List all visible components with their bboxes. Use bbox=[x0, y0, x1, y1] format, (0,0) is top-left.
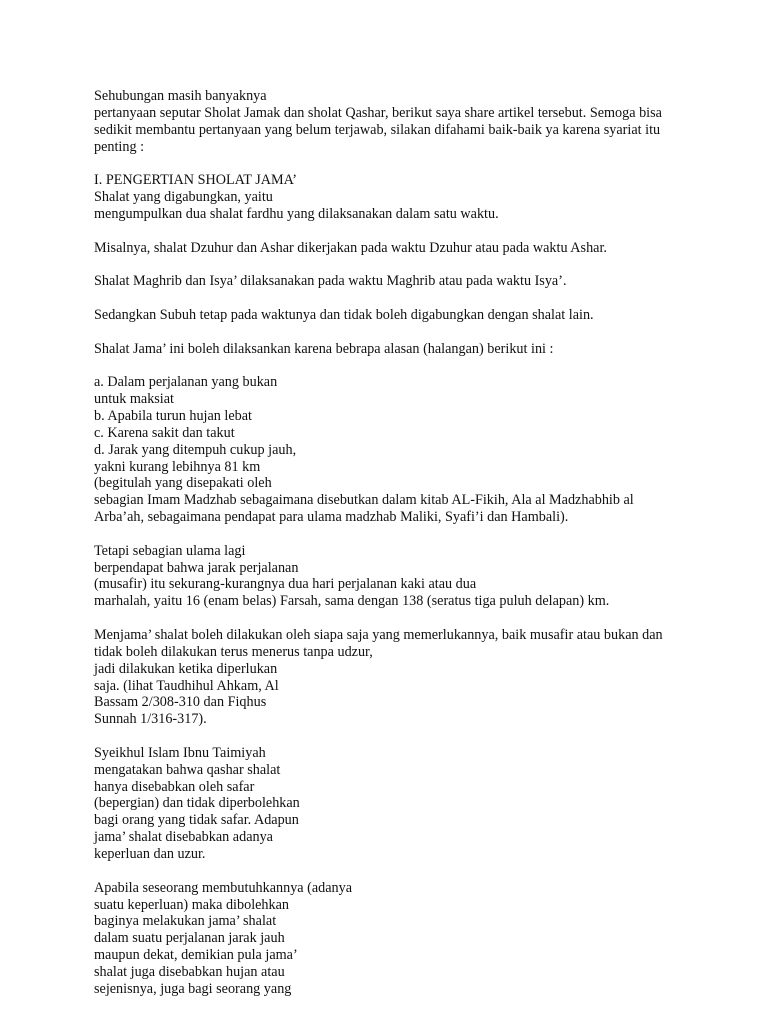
paragraph bbox=[94, 627, 734, 728]
paragraph-spacer bbox=[94, 256, 734, 273]
text-line: dalam suatu perjalanan jarak jauh bbox=[94, 930, 285, 947]
text-line: (bepergian) dan tidak diperbolehkan bbox=[94, 795, 300, 812]
text-line: sedikit membantu pertanyaan yang belum terjawab, silakan difahami baik-baik ya karena syariat itu bbox=[94, 121, 661, 138]
text-line: Shalat Jama’ ini boleh dilaksankan karena bebrapa alasan (halangan) berikut ini : bbox=[94, 340, 554, 357]
text-line: sebagian Imam Madzhab sebagaimana disebutkan dalam kitab AL-Fikih, Ala al Madzhabhib al bbox=[94, 492, 634, 509]
text-line: a. Dalam perjalanan yang bukan bbox=[94, 374, 278, 391]
text-line: Shalat Maghrib dan Isya’ dilaksanakan pada waktu Maghrib atau pada waktu Isya’. bbox=[94, 273, 567, 290]
paragraph-spacer bbox=[94, 863, 734, 880]
paragraph-spacer bbox=[94, 358, 734, 375]
text-line: b. Apabila turun hujan lebat bbox=[94, 408, 252, 425]
document-body bbox=[94, 88, 734, 998]
text-line: Shalat yang digabungkan, yaitu bbox=[94, 189, 273, 206]
text-line: penting : bbox=[94, 138, 145, 155]
text-line: Misalnya, shalat Dzuhur dan Ashar dikerjakan pada waktu Dzuhur atau pada waktu Ashar. bbox=[94, 239, 607, 256]
text-line: hanya disebabkan oleh safar bbox=[94, 778, 255, 795]
paragraph bbox=[94, 341, 734, 358]
text-line: Sunnah 1/316-317). bbox=[94, 711, 207, 728]
text-line: Bassam 2/308-310 dan Fiqhus bbox=[94, 694, 267, 711]
text-line: marhalah, yaitu 16 (enam belas) Farsah, sama dengan 138 (seratus tiga puluh delapan) km. bbox=[94, 593, 610, 610]
paragraph bbox=[94, 273, 734, 290]
paragraph-spacer bbox=[94, 290, 734, 307]
text-line: Sehubungan masih banyaknya bbox=[94, 88, 267, 104]
paragraph-spacer bbox=[94, 155, 734, 172]
paragraph bbox=[94, 880, 734, 998]
text-line: shalat juga disebabkan hujan atau bbox=[94, 963, 285, 980]
text-line: saja. (lihat Taudhihul Ahkam, Al bbox=[94, 677, 279, 694]
text-line: suatu keperluan) maka dibolehkan bbox=[94, 896, 290, 913]
paragraph-spacer bbox=[94, 728, 734, 745]
paragraph bbox=[94, 88, 734, 155]
text-line: (musafir) itu sekurang-kurangnya dua hari perjalanan kaki atau dua bbox=[94, 576, 477, 593]
text-line: Menjama’ shalat boleh dilakukan oleh siapa saja yang memerlukannya, baik musafir atau bukan dan bbox=[94, 627, 663, 643]
text-line: maupun dekat, demikian pula jama’ bbox=[94, 947, 298, 964]
text-line: baginya melakukan jama’ shalat bbox=[94, 913, 277, 930]
paragraph bbox=[94, 307, 734, 324]
text-line: tidak boleh dilakukan terus menerus tanpa udzur, bbox=[94, 643, 373, 660]
text-line: pertanyaan seputar Sholat Jamak dan sholat Qashar, berikut saya share artikel tersebut. Semoga bisa bbox=[94, 104, 662, 121]
text-line: Tetapi sebagian ulama lagi bbox=[94, 542, 246, 559]
text-line: I. PENGERTIAN SHOLAT JAMA’ bbox=[94, 172, 298, 189]
text-line: Syeikhul Islam Ibnu Taimiyah bbox=[94, 744, 266, 761]
text-line: berpendapat bahwa jarak perjalanan bbox=[94, 559, 299, 576]
paragraph bbox=[94, 172, 734, 223]
text-line: untuk maksiat bbox=[94, 391, 174, 408]
paragraph-spacer bbox=[94, 610, 734, 627]
paragraph bbox=[94, 745, 734, 863]
text-line: d. Jarak yang ditempuh cukup jauh, bbox=[94, 441, 297, 458]
paragraph bbox=[94, 240, 734, 257]
text-line: mengatakan bahwa qashar shalat bbox=[94, 761, 281, 778]
text-line: Sedangkan Subuh tetap pada waktunya dan tidak boleh digabungkan dengan shalat lain. bbox=[94, 306, 594, 323]
text-line: keperluan dan uzur. bbox=[94, 845, 206, 862]
text-line: mengumpulkan dua shalat fardhu yang dilaksanakan dalam satu waktu. bbox=[94, 205, 499, 222]
text-line: yakni kurang lebihnya 81 km bbox=[94, 458, 261, 475]
paragraph-spacer bbox=[94, 526, 734, 543]
paragraph-spacer bbox=[94, 223, 734, 240]
text-line: c. Karena sakit dan takut bbox=[94, 424, 235, 441]
text-line: jama’ shalat disebabkan adanya bbox=[94, 829, 273, 846]
text-line: Apabila seseorang membutuhkannya (adanya bbox=[94, 879, 353, 896]
text-line: bagi orang yang tidak safar. Adapun bbox=[94, 812, 299, 829]
paragraph bbox=[94, 543, 734, 610]
text-line: (begitulah yang disepakati oleh bbox=[94, 475, 272, 492]
text-line: sejenisnya, juga bagi seorang yang bbox=[94, 980, 292, 997]
text-line: jadi dilakukan ketika diperlukan bbox=[94, 660, 278, 677]
paragraph-spacer bbox=[94, 324, 734, 341]
paragraph bbox=[94, 374, 734, 526]
text-line: Arba’ah, sebagaimana pendapat para ulama madzhab Maliki, Syafi’i dan Hambali). bbox=[94, 509, 569, 526]
